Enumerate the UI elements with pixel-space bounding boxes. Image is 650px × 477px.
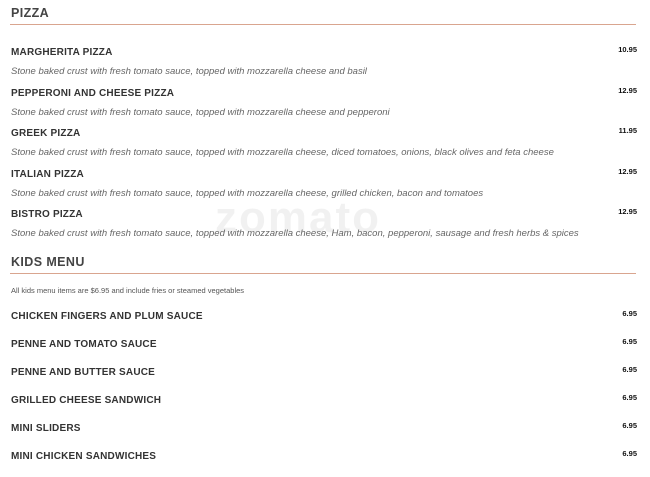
menu-item-description: Stone baked crust with fresh tomato sauce, topped with mozzarella cheese, diced tomatoes, onions, black olives and feta cheese: [11, 147, 554, 158]
menu-item-description: Stone baked crust with fresh tomato sauce, topped with mozzarella cheese and pepperoni: [11, 107, 390, 118]
kids-menu-note: All kids menu items are $6.95 and include fries or steamed vegetables: [11, 286, 245, 295]
menu-item-price: 11.95: [618, 126, 637, 135]
menu-item-price: 6.95: [622, 309, 637, 318]
menu-item-price: 6.95: [622, 421, 637, 430]
menu-item-name: ITALIAN PIZZA: [11, 169, 84, 180]
menu-item-price: 6.95: [622, 337, 637, 346]
zomato-watermark: zomato: [215, 193, 381, 242]
menu-item-name: PEPPERONI AND CHEESE PIZZA: [11, 88, 175, 99]
menu-item-name: MINI CHICKEN SANDWICHES: [11, 451, 157, 462]
pizza-section-title: PIZZA: [11, 6, 50, 20]
kids-menu-section-divider: [10, 273, 636, 274]
menu-item-price: 6.95: [622, 393, 637, 402]
menu-item-description: Stone baked crust with fresh tomato sauce, topped with mozzarella cheese, Ham, bacon, pepperoni, sausage and fresh herbs & spices: [11, 228, 579, 239]
menu-item-price: 12.95: [618, 86, 637, 95]
menu-item-price: 6.95: [622, 365, 637, 374]
menu-item-name: MARGHERITA PIZZA: [11, 47, 113, 58]
menu-item-name: CHICKEN FINGERS AND PLUM SAUCE: [11, 311, 203, 322]
menu-item-name: PENNE AND TOMATO SAUCE: [11, 339, 157, 350]
menu-item-price: 10.95: [618, 45, 637, 54]
menu-item-price: 6.95: [622, 449, 637, 458]
menu-item-price: 12.95: [618, 167, 637, 176]
menu-item-name: BISTRO PIZZA: [11, 209, 83, 220]
menu-item-name: PENNE AND BUTTER SAUCE: [11, 367, 156, 378]
menu-item-name: GRILLED CHEESE SANDWICH: [11, 395, 162, 406]
menu-item-name: GREEK PIZZA: [11, 128, 81, 139]
kids-menu-section-title: KIDS MENU: [11, 255, 85, 269]
menu-item-name: MINI SLIDERS: [11, 423, 81, 434]
menu-item-description: Stone baked crust with fresh tomato sauce, topped with mozzarella cheese and basil: [11, 66, 367, 77]
menu-item-price: 12.95: [618, 207, 637, 216]
pizza-section-divider: [10, 24, 636, 25]
menu-item-description: Stone baked crust with fresh tomato sauce, topped with mozzarella cheese, grilled chicken, bacon and tomatoes: [11, 188, 484, 199]
